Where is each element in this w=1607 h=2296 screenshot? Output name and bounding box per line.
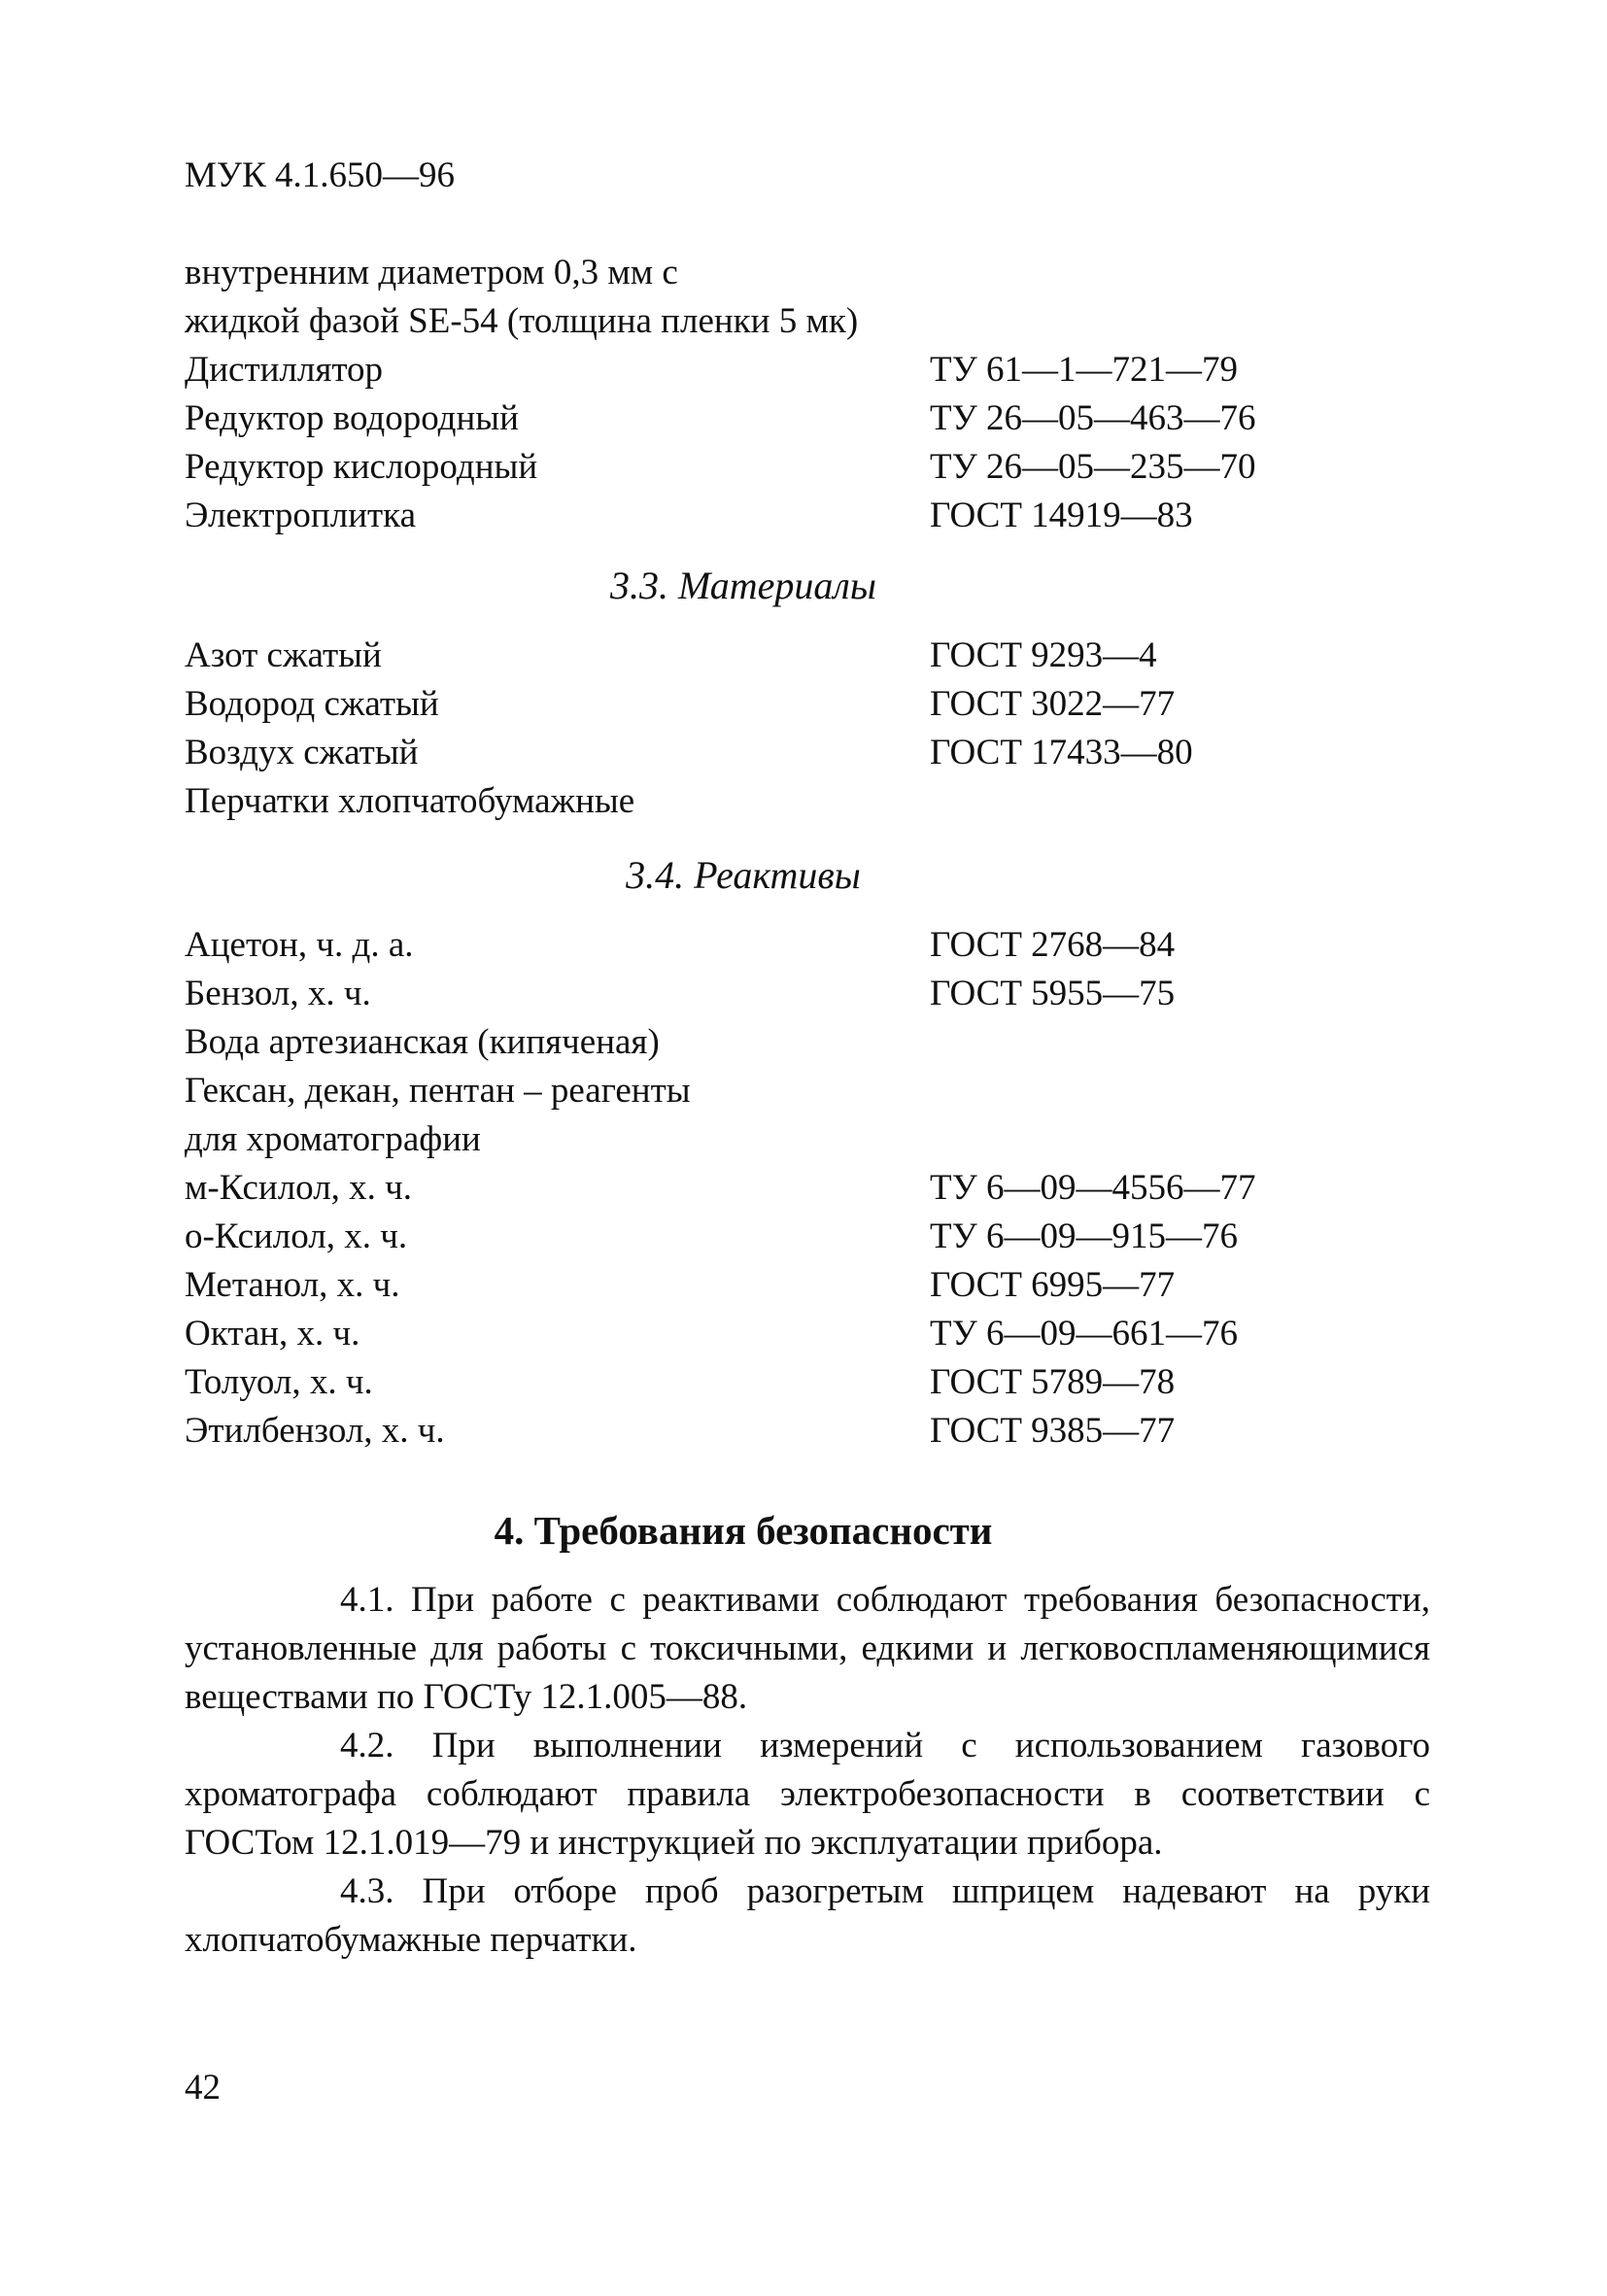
reagent-row [185,1115,1302,1164]
safety-paragraph: 4.3. При отборе проб разогретым шприцем надевают на руки хлопчатобумажные перчатки. [185,1871,1430,1960]
item-name: Азот сжатый [185,635,382,675]
item-name: Водород сжатый [185,684,439,724]
safety-section-title: 4. Требования безопасности [494,1508,993,1553]
item-name: Редуктор водородный [185,398,519,438]
item-name: Октан, х. ч. [185,1314,360,1354]
item-name: Ацетон, ч. д. а. [185,925,414,965]
item-standard: ГОСТ 5955—75 [930,974,1176,1013]
item-name: Метанол, х. ч. [185,1265,400,1305]
material-row [185,632,1302,680]
item-name: о-Ксилол, х. ч. [185,1217,408,1256]
reagents-heading: 3.4. Реактивы [626,853,861,897]
item-name: Толуол, х. ч. [185,1362,373,1402]
item-name: Этилбензол, х. ч. [185,1411,445,1451]
equipment-row [185,492,1302,540]
equipment-row [185,346,1302,394]
equipment-row [185,394,1302,443]
reagent-row [185,970,1302,1018]
equipment-list [185,249,1302,540]
item-name: Перчатки хлопчатобумажные [185,781,635,821]
material-row [185,777,1302,826]
item-name: Электроплитка [185,496,417,535]
item-name: Воздух сжатый [185,733,419,772]
item-standard: ТУ 6—09—4556—77 [930,1168,1256,1208]
item-standard: ТУ 61—1—721—79 [930,350,1239,390]
materials-list [185,632,1302,826]
item-name: для хроматографии [185,1119,481,1159]
reagents-list [185,921,1302,1456]
reagent-row [185,1358,1302,1407]
item-standard: ГОСТ 5789—78 [930,1362,1176,1402]
item-standard: ГОСТ 17433—80 [930,733,1193,772]
safety-paragraph: 4.1. При работе с реактивами соблюдают требования безопасности, установленные для работы с токсичными, едкими и легковоспламеняющимися веществами по ГОСТу 12.1.005—88. [185,1580,1430,1717]
reagent-row [185,1067,1302,1115]
item-standard: ГОСТ 9385—77 [930,1411,1176,1451]
item-standard: ГОСТ 14919—83 [930,496,1193,535]
page-number: 42 [185,2068,221,2108]
item-standard: ГОСТ 6995—77 [930,1265,1176,1305]
reagent-row [185,1164,1302,1213]
reagent-row [185,1310,1302,1358]
reagent-row [185,1261,1302,1310]
reagent-row [185,1213,1302,1261]
equipment-row [185,443,1302,492]
reagent-row [185,1407,1302,1456]
item-name: Бензол, х. ч. [185,974,371,1013]
item-name: Вода артезианская (кипяченая) [185,1022,660,1062]
material-row [185,680,1302,729]
document-header: МУК 4.1.650—96 [185,155,456,195]
materials-heading: 3.3. Материалы [610,564,876,607]
intro-line: внутренним диаметром 0,3 мм с [185,253,678,292]
item-name: Гексан, декан, пентан – реагенты [185,1071,691,1111]
item-standard: ГОСТ 3022—77 [930,684,1176,724]
item-standard: ТУ 6—09—915—76 [930,1217,1239,1256]
item-standard: ТУ 26—05—235—70 [930,447,1256,487]
item-standard: ГОСТ 2768—84 [930,925,1176,965]
item-standard: ТУ 26—05—463—76 [930,398,1256,438]
item-name: Редуктор кислородный [185,447,538,487]
material-row [185,729,1302,777]
item-standard: ГОСТ 9293—4 [930,635,1157,675]
reagent-row [185,921,1302,970]
intro-line: жидкой фазой SE-54 (толщина пленки 5 мк) [185,301,859,341]
item-standard: ТУ 6—09—661—76 [930,1314,1239,1354]
reagent-row [185,1018,1302,1067]
safety-paragraph: 4.2. При выполнении измерений с использованием газового хроматографа соблюдают правила электробезопасности в соответствии с ГОСТом 12.1.019—79 и инструкцией по эксплуатации прибора. [185,1726,1430,1863]
item-name: м-Ксилол, х. ч. [185,1168,413,1208]
item-name: Дистиллятор [185,350,384,390]
